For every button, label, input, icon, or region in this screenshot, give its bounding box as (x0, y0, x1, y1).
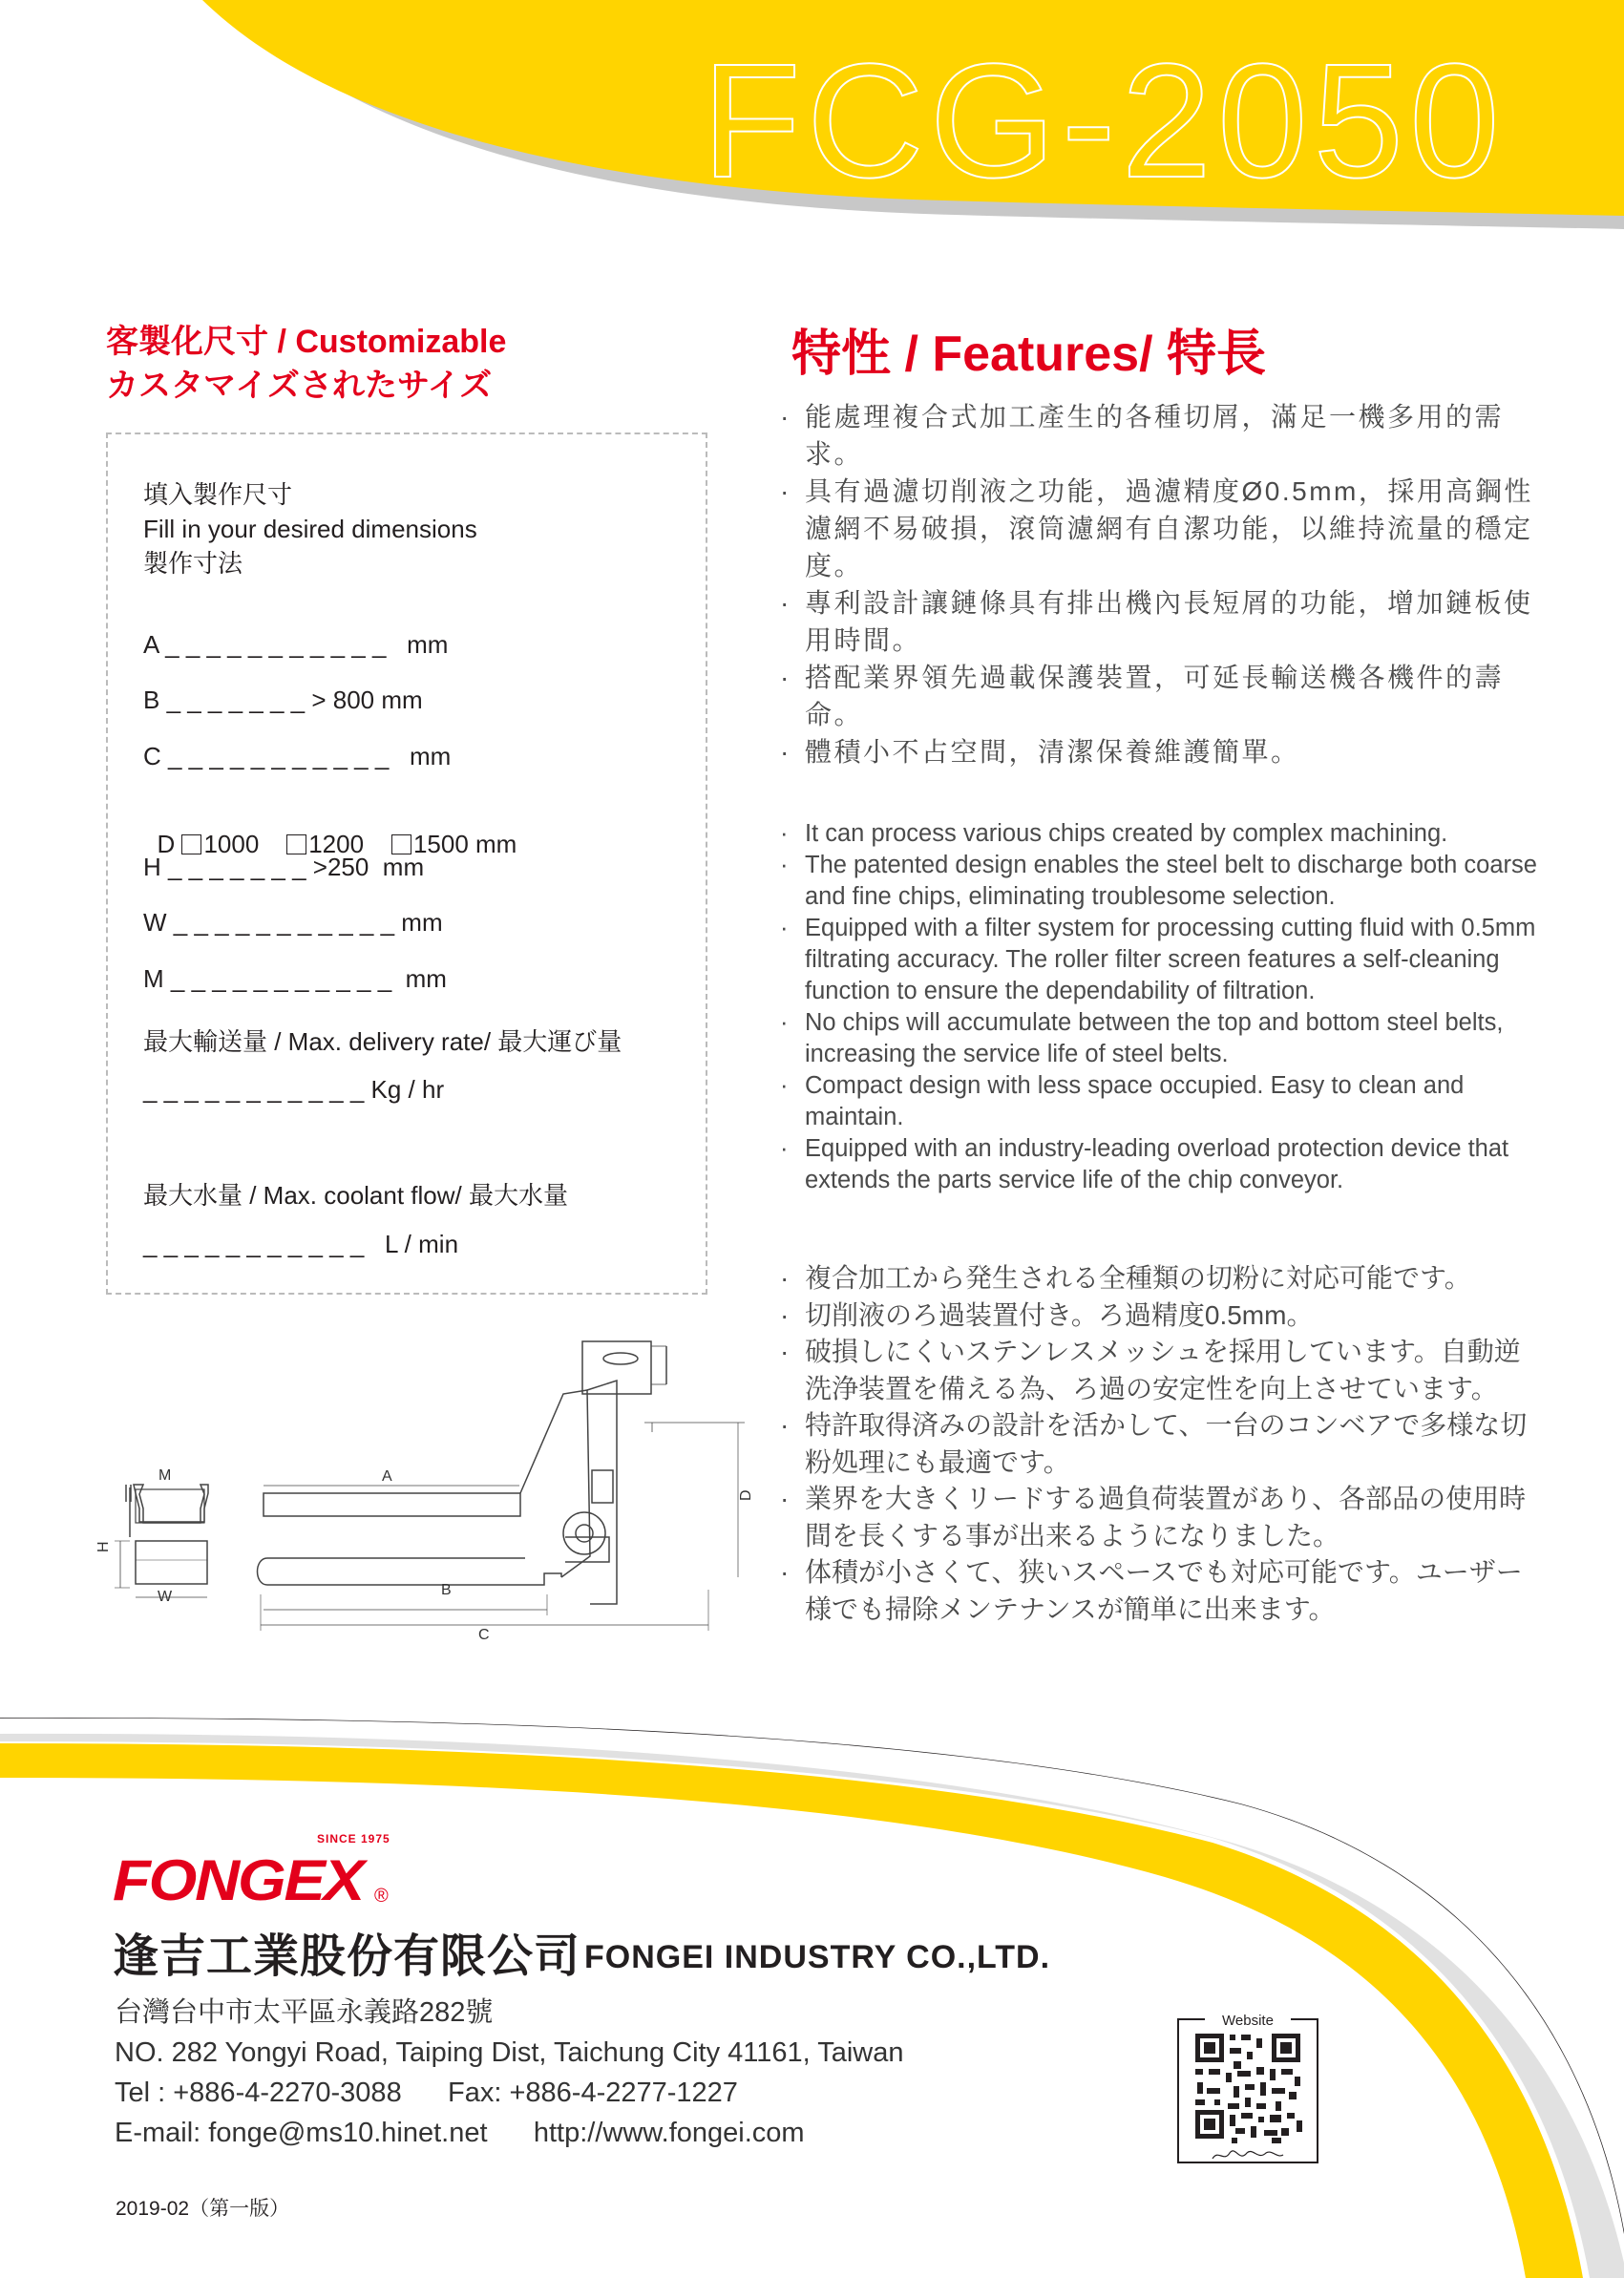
qr-label: Website (1222, 2013, 1274, 2029)
logo-registered: ® (374, 1886, 389, 1907)
company-name-en: FONGEI INDUSTRY CO.,LTD. (584, 1939, 1051, 1975)
bottom-swoosh (0, 1699, 1624, 2278)
label-c: C (478, 1627, 490, 1643)
address-zh: 台灣台中市太平區永義路282號 (115, 1997, 494, 2028)
label-a: A (382, 1468, 392, 1485)
feature-en-item: · No chips will accumulate between the top and bottom steel belts, increasing the service life of steel belts. (776, 1007, 1540, 1070)
feature-zh-item: · 能處理複合式加工產生的各種切屑，滿足一機多用的需求。 (776, 398, 1540, 473)
feature-en-item: · Compact design with less space occupied. Easy to clean and maintain. (776, 1070, 1540, 1133)
feature-en-item: · The patented design enables the steel belt to discharge both coarse and fine chips, eliminating troublesome selection. (776, 850, 1540, 913)
form-intro-en: Fill in your desired dimensions (143, 515, 477, 543)
feature-ja-item: · 複合加工から発生される全種類の切粉に対応可能です。 (776, 1260, 1540, 1297)
company-name-zh: 逢吉工業股份有限公司 (113, 1931, 581, 1982)
form-intro-ja: 製作寸法 (143, 549, 243, 578)
dimension-m-field[interactable]: M _ _ _ _ _ _ _ _ _ _ _ mm (143, 964, 447, 993)
delivery-rate-field[interactable]: _ _ _ _ _ _ _ _ _ _ _ Kg / hr (143, 1075, 445, 1104)
address-en: NO. 282 Yongyi Road, Taiping Dist, Taichung City 41161, Taiwan (115, 2037, 904, 2068)
feature-ja-item: · 特許取得済みの設計を活かして、一台のコンベアで多様な切粉処理にも最適です。 (776, 1407, 1540, 1481)
features-list-zh (776, 398, 1540, 770)
feature-ja-item: · 切削液のろ過装置付き。ろ過精度0.5mm。 (776, 1297, 1540, 1335)
model-title: FCG-2050 (702, 31, 1506, 212)
dimension-w-field[interactable]: W _ _ _ _ _ _ _ _ _ _ _ mm (143, 908, 443, 937)
form-intro (143, 477, 678, 580)
feature-en-item: · Equipped with an industry-leading overload protection device that extends the parts service life of the chip conveyor. (776, 1133, 1540, 1196)
label-m: M (158, 1467, 172, 1484)
feature-zh-item: · 具有過濾切削液之功能，過濾精度Ø0.5mm，採用高鋼性濾網不易破損，滾筒濾網有自潔功能，以維持流量的穩定度。 (776, 473, 1540, 584)
feature-en-item: · Equipped with a filter system for processing cutting fluid with 0.5mm filtrating accuracy. The roller filter screen features a self-cleaning function to ensure the dependability of filtration. (776, 913, 1540, 1007)
feature-zh-item: · 搭配業界領先過載保護裝置，可延長輸送機各機件的壽命。 (776, 659, 1540, 733)
end-view-drawing (115, 1485, 208, 1597)
features-list-ja (776, 1260, 1540, 1628)
customizable-heading-line2: カスタマイズされたサイズ (106, 368, 493, 404)
coolant-flow-field[interactable]: _ _ _ _ _ _ _ _ _ _ _ L / min (143, 1230, 459, 1258)
edition-note: 2019-02（第一版） (116, 2198, 290, 2220)
customizable-heading-line1: 客製化尺寸 / Customizable (106, 324, 507, 360)
form-intro-zh: 填入製作尺寸 (143, 480, 293, 509)
dimension-d-label: D (157, 830, 182, 858)
feature-ja-item: · 体積が小さくて、狭いスペースでも対応可能です。ユーザー様でも掃除メンテナンスが簡単に出来ます。 (776, 1554, 1540, 1628)
feature-en-item: · It can process various chips created by complex machining. (776, 818, 1540, 850)
fongex-logo (113, 1825, 399, 1911)
tel-fax: Tel : +886-4-2270-3088 Fax: +886-4-2277-1227 (115, 2078, 738, 2108)
features-list-en (776, 818, 1540, 1196)
label-b: B (441, 1582, 452, 1598)
dimension-b-field[interactable]: B _ _ _ _ _ _ _ > 800 mm (143, 686, 423, 714)
option-1500-label: 1500 mm (412, 830, 517, 858)
option-1200-label: 1200 (308, 830, 365, 858)
website-qr-code[interactable] (1176, 2010, 1319, 2167)
feature-ja-item: · 業界を大きくリードする過負荷装置があり、各部品の使用時間を長くする事が出来るようになりました。 (776, 1481, 1540, 1554)
conveyor-dimension-diagram (86, 1318, 773, 1661)
feature-ja-item: · 破損しにくいステンレスメッシュを採用しています。自動逆洗浄装置を備える為、ろ過の安定性を向上させています。 (776, 1334, 1540, 1407)
label-d: D (738, 1489, 754, 1501)
dimension-c-field[interactable]: C _ _ _ _ _ _ _ _ _ _ _ mm (143, 742, 452, 770)
label-w: W (158, 1589, 173, 1605)
feature-zh-item: · 專利設計讓鏈條具有排出機內長短屑的功能，增加鏈板使用時間。 (776, 584, 1540, 659)
customizable-heading (106, 320, 641, 408)
side-view-drawing (258, 1341, 746, 1631)
option-1000-label: 1000 (203, 830, 260, 858)
logo-wordmark: FONGEX (113, 1848, 369, 1911)
label-h: H (95, 1541, 112, 1552)
dimension-a-field[interactable]: A _ _ _ _ _ _ _ _ _ _ _ mm (143, 630, 449, 659)
features-heading: 特性 / Features/ 特長 (791, 327, 1266, 382)
dimension-h-field[interactable]: H _ _ _ _ _ _ _ >250 mm (143, 853, 425, 881)
logo-since: SINCE 1975 (317, 1832, 390, 1846)
feature-zh-item: · 體積小不占空間，清潔保養維護簡單。 (776, 733, 1540, 770)
email-website[interactable]: E-mail: fonge@ms10.hinet.net http://www.fongei.com (115, 2118, 805, 2148)
delivery-rate-label: 最大輸送量 / Max. delivery rate/ 最大運び量 (143, 1027, 622, 1056)
coolant-flow-label: 最大水量 / Max. coolant flow/ 最大水量 (143, 1181, 568, 1210)
